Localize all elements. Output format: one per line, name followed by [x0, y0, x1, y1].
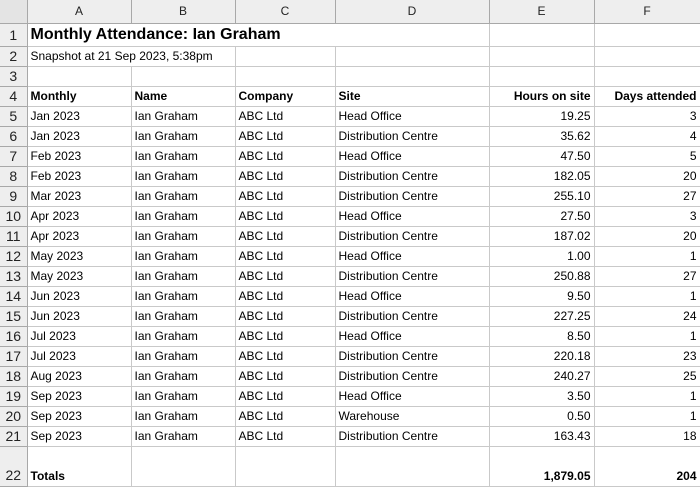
table-row	[0, 366, 700, 386]
cell-hours[interactable]: 35.62	[489, 126, 594, 146]
cell-name[interactable]: Ian Graham	[131, 106, 235, 126]
row-header[interactable]: 19	[0, 386, 27, 406]
cell-hours[interactable]: 255.10	[489, 186, 594, 206]
row-header[interactable]: 14	[0, 286, 27, 306]
cell-c2[interactable]	[235, 46, 335, 66]
header-days[interactable]: Days attended	[594, 86, 700, 106]
row-header[interactable]: 12	[0, 246, 27, 266]
cell-monthly[interactable]: Aug 2023	[27, 366, 131, 386]
cell-monthly[interactable]: Jul 2023	[27, 346, 131, 366]
cell-f2[interactable]	[594, 46, 700, 66]
cell-monthly[interactable]: Feb 2023	[27, 166, 131, 186]
row-header[interactable]: 9	[0, 186, 27, 206]
row-header[interactable]: 8	[0, 166, 27, 186]
cell-days[interactable]: 3	[594, 106, 700, 126]
cell-monthly[interactable]: Jan 2023	[27, 106, 131, 126]
row-header[interactable]: 15	[0, 306, 27, 326]
cell-d2[interactable]	[335, 46, 489, 66]
cell-site[interactable]: Head Office	[335, 326, 489, 346]
table-row	[0, 126, 700, 146]
cell-monthly[interactable]: Jan 2023	[27, 126, 131, 146]
sheet-row-2	[0, 46, 700, 66]
cell-name[interactable]: Ian Graham	[131, 286, 235, 306]
row-header[interactable]: 7	[0, 146, 27, 166]
cell-monthly[interactable]: Sep 2023	[27, 426, 131, 446]
cell-site[interactable]: Head Office	[335, 386, 489, 406]
cell-e3[interactable]	[489, 66, 594, 86]
table-row	[0, 306, 700, 326]
cell-site[interactable]: Head Office	[335, 146, 489, 166]
cell-b22[interactable]	[131, 446, 235, 486]
header-company[interactable]: Company	[235, 86, 335, 106]
cell-name[interactable]: Ian Graham	[131, 226, 235, 246]
totals-row	[0, 446, 700, 486]
row-header[interactable]: 6	[0, 126, 27, 146]
cell-d1[interactable]	[335, 23, 489, 46]
header-hours[interactable]: Hours on site	[489, 86, 594, 106]
cell-days[interactable]: 1	[594, 386, 700, 406]
table-row	[0, 146, 700, 166]
cell-site[interactable]: Distribution Centre	[335, 226, 489, 246]
table-row	[0, 406, 700, 426]
cell-company[interactable]: ABC Ltd	[235, 126, 335, 146]
cell-hours[interactable]: 19.25	[489, 106, 594, 126]
cell-hours[interactable]: 27.50	[489, 206, 594, 226]
cell-days[interactable]: 18	[594, 426, 700, 446]
cell-company[interactable]: ABC Ltd	[235, 106, 335, 126]
cell-days[interactable]: 20	[594, 166, 700, 186]
cell-monthly[interactable]: Jun 2023	[27, 286, 131, 306]
cell-hours[interactable]: 220.18	[489, 346, 594, 366]
cell-e2[interactable]	[489, 46, 594, 66]
cell-site[interactable]: Head Office	[335, 106, 489, 126]
table-row	[0, 426, 700, 446]
cell-hours[interactable]: 250.88	[489, 266, 594, 286]
cell-company[interactable]: ABC Ltd	[235, 306, 335, 326]
sheet-title-cell[interactable]: Monthly Attendance: Ian Graham	[27, 23, 335, 46]
cell-days[interactable]: 23	[594, 346, 700, 366]
cell-monthly[interactable]: Jul 2023	[27, 326, 131, 346]
row-header[interactable]: 2	[0, 46, 27, 66]
table-row	[0, 106, 700, 126]
column-header-row	[0, 0, 700, 23]
row-header[interactable]: 20	[0, 406, 27, 426]
cell-name[interactable]: Ian Graham	[131, 386, 235, 406]
cell-f1[interactable]	[594, 23, 700, 46]
cell-hours[interactable]: 9.50	[489, 286, 594, 306]
cell-site[interactable]: Warehouse	[335, 406, 489, 426]
row-header[interactable]: 10	[0, 206, 27, 226]
cell-days[interactable]: 1	[594, 326, 700, 346]
snapshot-cell[interactable]: Snapshot at 21 Sep 2023, 5:38pm	[27, 46, 235, 66]
table-header-row	[0, 86, 700, 106]
column-header-c[interactable]: C	[235, 0, 335, 23]
cell-hours[interactable]: 163.43	[489, 426, 594, 446]
cell-name[interactable]: Ian Graham	[131, 186, 235, 206]
column-header-a[interactable]: A	[27, 0, 131, 23]
cell-site[interactable]: Distribution Centre	[335, 306, 489, 326]
row-header[interactable]: 4	[0, 86, 27, 106]
row-header[interactable]: 18	[0, 366, 27, 386]
cell-monthly[interactable]: Mar 2023	[27, 186, 131, 206]
cell-company[interactable]: ABC Ltd	[235, 246, 335, 266]
cell-site[interactable]: Distribution Centre	[335, 426, 489, 446]
column-header-f[interactable]: F	[594, 0, 700, 23]
cell-monthly[interactable]: May 2023	[27, 266, 131, 286]
row-header[interactable]: 22	[0, 446, 27, 486]
row-header[interactable]: 11	[0, 226, 27, 246]
cell-hours[interactable]: 240.27	[489, 366, 594, 386]
cell-e1[interactable]	[489, 23, 594, 46]
cell-monthly[interactable]: Apr 2023	[27, 206, 131, 226]
cell-company[interactable]: ABC Ltd	[235, 326, 335, 346]
row-header[interactable]: 17	[0, 346, 27, 366]
cell-days[interactable]: 25	[594, 366, 700, 386]
cell-hours[interactable]: 0.50	[489, 406, 594, 426]
header-monthly[interactable]: Monthly	[27, 86, 131, 106]
cell-name[interactable]: Ian Graham	[131, 306, 235, 326]
table-row	[0, 266, 700, 286]
column-header-e[interactable]: E	[489, 0, 594, 23]
column-header-b[interactable]: B	[131, 0, 235, 23]
cell-name[interactable]: Ian Graham	[131, 126, 235, 146]
cell-days[interactable]: 5	[594, 146, 700, 166]
cell-site[interactable]: Head Office	[335, 246, 489, 266]
cell-monthly[interactable]: Apr 2023	[27, 226, 131, 246]
totals-label[interactable]: Totals	[27, 446, 131, 486]
cell-site[interactable]: Distribution Centre	[335, 166, 489, 186]
cell-name[interactable]: Ian Graham	[131, 206, 235, 226]
cell-f3[interactable]	[594, 66, 700, 86]
header-name[interactable]: Name	[131, 86, 235, 106]
cell-monthly[interactable]: Jun 2023	[27, 306, 131, 326]
cell-monthly[interactable]: May 2023	[27, 246, 131, 266]
cell-company[interactable]: ABC Ltd	[235, 346, 335, 366]
cell-company[interactable]: ABC Ltd	[235, 386, 335, 406]
cell-hours[interactable]: 3.50	[489, 386, 594, 406]
cell-company[interactable]: ABC Ltd	[235, 426, 335, 446]
row-header[interactable]: 13	[0, 266, 27, 286]
cell-days[interactable]: 1	[594, 406, 700, 426]
cell-days[interactable]: 20	[594, 226, 700, 246]
totals-days[interactable]: 204	[594, 446, 700, 486]
cell-site[interactable]: Head Office	[335, 286, 489, 306]
cell-days[interactable]: 27	[594, 266, 700, 286]
cell-days[interactable]: 24	[594, 306, 700, 326]
table-row	[0, 226, 700, 246]
cell-hours[interactable]: 47.50	[489, 146, 594, 166]
cell-c22[interactable]	[235, 446, 335, 486]
cell-site[interactable]: Distribution Centre	[335, 186, 489, 206]
cell-site[interactable]: Distribution Centre	[335, 366, 489, 386]
cell-hours[interactable]: 227.25	[489, 306, 594, 326]
cell-days[interactable]: 1	[594, 286, 700, 306]
cell-company[interactable]: ABC Ltd	[235, 206, 335, 226]
cell-company[interactable]: ABC Ltd	[235, 406, 335, 426]
cell-company[interactable]: ABC Ltd	[235, 166, 335, 186]
cell-name[interactable]: Ian Graham	[131, 266, 235, 286]
cell-monthly[interactable]: Feb 2023	[27, 146, 131, 166]
cell-site[interactable]: Distribution Centre	[335, 346, 489, 366]
cell-d3[interactable]	[335, 66, 489, 86]
cell-a3[interactable]	[27, 66, 131, 86]
table-row	[0, 286, 700, 306]
cell-c3[interactable]	[235, 66, 335, 86]
cell-company[interactable]: ABC Ltd	[235, 186, 335, 206]
cell-d22[interactable]	[335, 446, 489, 486]
row-header[interactable]: 5	[0, 106, 27, 126]
row-header[interactable]: 16	[0, 326, 27, 346]
row-header[interactable]: 3	[0, 66, 27, 86]
cell-company[interactable]: ABC Ltd	[235, 146, 335, 166]
cell-name[interactable]: Ian Graham	[131, 406, 235, 426]
cell-days[interactable]: 3	[594, 206, 700, 226]
cell-hours[interactable]: 182.05	[489, 166, 594, 186]
sheet-row-3	[0, 66, 700, 86]
cell-days[interactable]: 27	[594, 186, 700, 206]
cell-name[interactable]: Ian Graham	[131, 426, 235, 446]
select-all-corner[interactable]	[0, 0, 27, 23]
cell-name[interactable]: Ian Graham	[131, 326, 235, 346]
totals-hours[interactable]: 1,879.05	[489, 446, 594, 486]
sheet-row-1	[0, 23, 700, 46]
table-row	[0, 346, 700, 366]
cell-hours[interactable]: 187.02	[489, 226, 594, 246]
row-header[interactable]: 21	[0, 426, 27, 446]
cell-company[interactable]: ABC Ltd	[235, 226, 335, 246]
column-header-d[interactable]: D	[335, 0, 489, 23]
cell-monthly[interactable]: Sep 2023	[27, 386, 131, 406]
table-row	[0, 246, 700, 266]
table-row	[0, 186, 700, 206]
table-row	[0, 206, 700, 226]
table-row	[0, 166, 700, 186]
cell-name[interactable]: Ian Graham	[131, 146, 235, 166]
table-row	[0, 386, 700, 406]
cell-days[interactable]: 4	[594, 126, 700, 146]
cell-site[interactable]: Distribution Centre	[335, 266, 489, 286]
cell-name[interactable]: Ian Graham	[131, 246, 235, 266]
cell-site[interactable]: Head Office	[335, 206, 489, 226]
cell-company[interactable]: ABC Ltd	[235, 266, 335, 286]
cell-hours[interactable]: 8.50	[489, 326, 594, 346]
cell-company[interactable]: ABC Ltd	[235, 286, 335, 306]
cell-monthly[interactable]: Sep 2023	[27, 406, 131, 426]
cell-name[interactable]: Ian Graham	[131, 366, 235, 386]
cell-days[interactable]: 1	[594, 246, 700, 266]
cell-company[interactable]: ABC Ltd	[235, 366, 335, 386]
cell-hours[interactable]: 1.00	[489, 246, 594, 266]
cell-name[interactable]: Ian Graham	[131, 166, 235, 186]
cell-site[interactable]: Distribution Centre	[335, 126, 489, 146]
cell-b3[interactable]	[131, 66, 235, 86]
cell-name[interactable]: Ian Graham	[131, 346, 235, 366]
table-row	[0, 326, 700, 346]
header-site[interactable]: Site	[335, 86, 489, 106]
row-header[interactable]: 1	[0, 23, 27, 46]
